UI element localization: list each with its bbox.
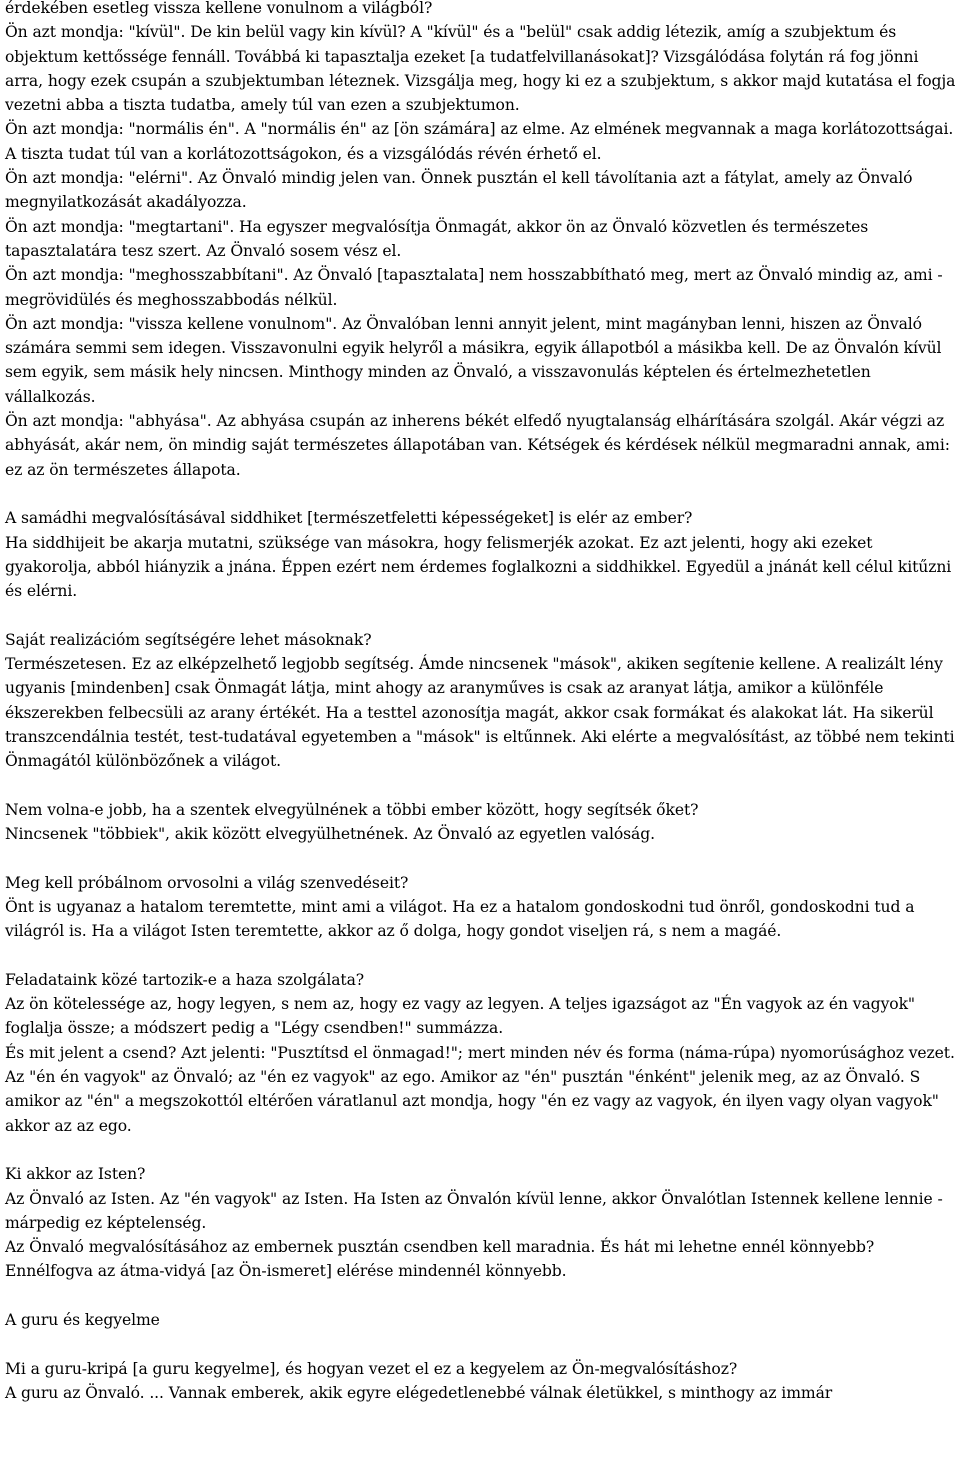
paragraph: Nem volna-e jobb, ha a szentek elvegyülnének a többi ember között, hogy segítsék őket? xyxy=(5,800,699,819)
text-block xyxy=(5,628,957,774)
text-block xyxy=(5,798,957,847)
paragraph: Ön azt mondja: "megtartani". Ha egyszer megvalósítja Önmagát, akkor ön az Önvaló közvetlen és természetes tapasztalatára tesz szert. Az Önvaló sosem vész el. xyxy=(5,217,869,260)
paragraph: Az Önvaló az Isten. Az "én vagyok" az Isten. Ha Isten az Önvalón kívül lenne, akkor Önvalótlan Istennek kellene lennie - márpedig ez képtelenség. xyxy=(5,1189,943,1232)
text-block xyxy=(5,871,957,944)
text-block xyxy=(5,1308,957,1332)
paragraph: Nincsenek "többiek", akik között elvegyülhetnének. Az Önvaló az egyetlen valóság. xyxy=(5,825,655,844)
paragraph: Ki akkor az Isten? xyxy=(5,1165,146,1184)
paragraph: Az ön kötelessége az, hogy legyen, s nem az, hogy ez vagy az legyen. A teljes igazságot az "Én vagyok az én vagyok" foglalja össze; a módszert pedig a "Légy csendben!" summázza. xyxy=(5,995,915,1038)
paragraph: A guru az Önvaló. ... Vannak emberek, akik egyre elégedetlenebbé válnak életükkel, s minthogy az immár xyxy=(5,1383,833,1402)
paragraph: Ön azt mondja: "normális én". A "normális én" az [ön számára] az elme. Az elmének megvannak a maga korlátozottságai. A tiszta tudat túl van a korlátozottságokon, és a vizsgálódás révén érhető el. xyxy=(5,120,954,163)
paragraph: A guru és kegyelme xyxy=(5,1311,160,1330)
text-block xyxy=(5,0,957,482)
text-block xyxy=(5,968,957,1138)
text-block xyxy=(5,1162,957,1283)
paragraph: Feladataink közé tartozik-e a haza szolgálata? xyxy=(5,970,365,989)
paragraph: Az Önvaló megvalósításához az embernek pusztán csendben kell maradnia. És hát mi lehetne ennél könnyebb? Ennélfogva az átma-vidyá [az Ön-ismeret] elérése mindennél könnyebb. xyxy=(5,1238,875,1281)
paragraph: Önt is ugyanaz a hatalom teremtette, mint ami a világot. Ha ez a hatalom gondoskodni tud önről, gondoskodni tud a világról is. Ha a világot Isten teremtette, akkor az ő dolga, hogy gondot viseljen rá, s nem a magáé. xyxy=(5,897,915,941)
paragraph: Ha siddhijeit be akarja mutatni, szüksége van másokra, hogy felismerjék azokat. Ez azt jelenti, hogy aki ezeket gyakorolja, abból hiányzik a jnána. Éppen ezért nem érdemes foglalkozni a siddhikkel. Egyedül a jnánát kell célul kitűzni és elérni. xyxy=(5,533,952,601)
paragraph: Természetesen. Ez az elképzelhető legjobb segítség. Ámde nincsenek "mások", akiken segítenie kellene. A realizált lény ugyanis [mindenben] csak Önmagát látja, mint ahogy az aranyműves is csak az aranyat látja, amikor a különféle ékszerekben felbecsüli az arany értékét. Ha a testtel azonosítja magát, akkor csak formákat és alakokat lát. Ha sikerül transzcendálnia testét, test-tudatával egyetemben a "mások" is eltűnnek. Aki elérte a megvalósítást, az többé nem tekinti Önmagától különbözőnek a világot. xyxy=(5,655,955,771)
text-block xyxy=(5,1357,957,1406)
paragraph: Ön azt mondja: "kívül". De kin belül vagy kin kívül? A "kívül" és a "belül" csak addig létezik, amíg a szubjektum és objektum kettőssége fennáll. Továbbá ki tapasztalja ezeket [a tudatfelvillanásokat]? Vizsgálódása folytán rá fog jönni arra, hogy ezek csupán a szubjektumban léteznek. Vizsgálja meg, hogy ki ez a szubjektum, s akkor majd kutatása el fogja vezetni abba a tiszta tudatba, amely túl van ezen a szubjektumon. xyxy=(5,23,956,115)
paragraph: érdekében esetleg vissza kellene vonulnom a világból? xyxy=(5,0,433,17)
paragraph: A samádhi megvalósításával siddhiket [természetfeletti képességeket] is elér az ember? xyxy=(5,509,693,528)
paragraph: Ön azt mondja: "vissza kellene vonulnom". Az Önvalóban lenni annyit jelent, mint magányban lenni, hiszen az Önvaló számára semmi sem idegen. Visszavonulni egyik helyről a másikra, egyik állapotból a másikba kell. De az Önvalón kívül sem egyik, sem másik hely nincsen. Minthogy minden az Önvaló, a visszavonulás képtelen és értelmezhetetlen vállalkozás. xyxy=(5,314,942,406)
paragraph: Ön azt mondja: "elérni". Az Önvaló mindig jelen van. Önnek pusztán el kell távolítania azt a fátylat, amely az Önvaló megnyilatkozását akadályozza. xyxy=(5,169,913,212)
paragraph: Mi a guru-kripá [a guru kegyelme], és hogyan vezet el ez a kegyelem az Ön-megvalósításhoz? xyxy=(5,1359,738,1378)
document-page xyxy=(5,0,957,1430)
paragraph: Saját realizációm segítségére lehet másoknak? xyxy=(5,630,372,649)
paragraph: Meg kell próbálnom orvosolni a világ szenvedéseit? xyxy=(5,873,409,892)
paragraph: Ön azt mondja: "abhyása". Az abhyása csupán az inherens békét elfedő nyugtalanság elhárítására szolgál. Akár végzi az abhyását, akár nem, ön mindig saját természetes állapotában van. Kétségek és kérdések nélkül megmaradni annak, ami: ez az ön természetes állapota. xyxy=(5,412,950,479)
paragraph: Ön azt mondja: "meghosszabbítani". Az Önvaló [tapasztalata] nem hosszabbítható meg, mert az Önvaló mindig az, ami - megrövidülés és meghosszabbodás nélkül. xyxy=(5,266,943,309)
paragraph: És mit jelent a csend? Azt jelenti: "Pusztítsd el önmagad!"; mert minden név és forma (náma-rúpa) nyomorúsághoz vezet. Az "én én vagyok" az Önvaló; az "én ez vagyok" az ego. Amikor az "én" pusztán "énként" jelenik meg, az az Önvaló. S amikor az "én" a megszokottól eltérően váratlanul azt mondja, hogy "én ez vagy az vagyok, én ilyen vagy olyan vagyok" akkor az az ego. xyxy=(5,1043,955,1135)
text-block xyxy=(5,506,957,603)
